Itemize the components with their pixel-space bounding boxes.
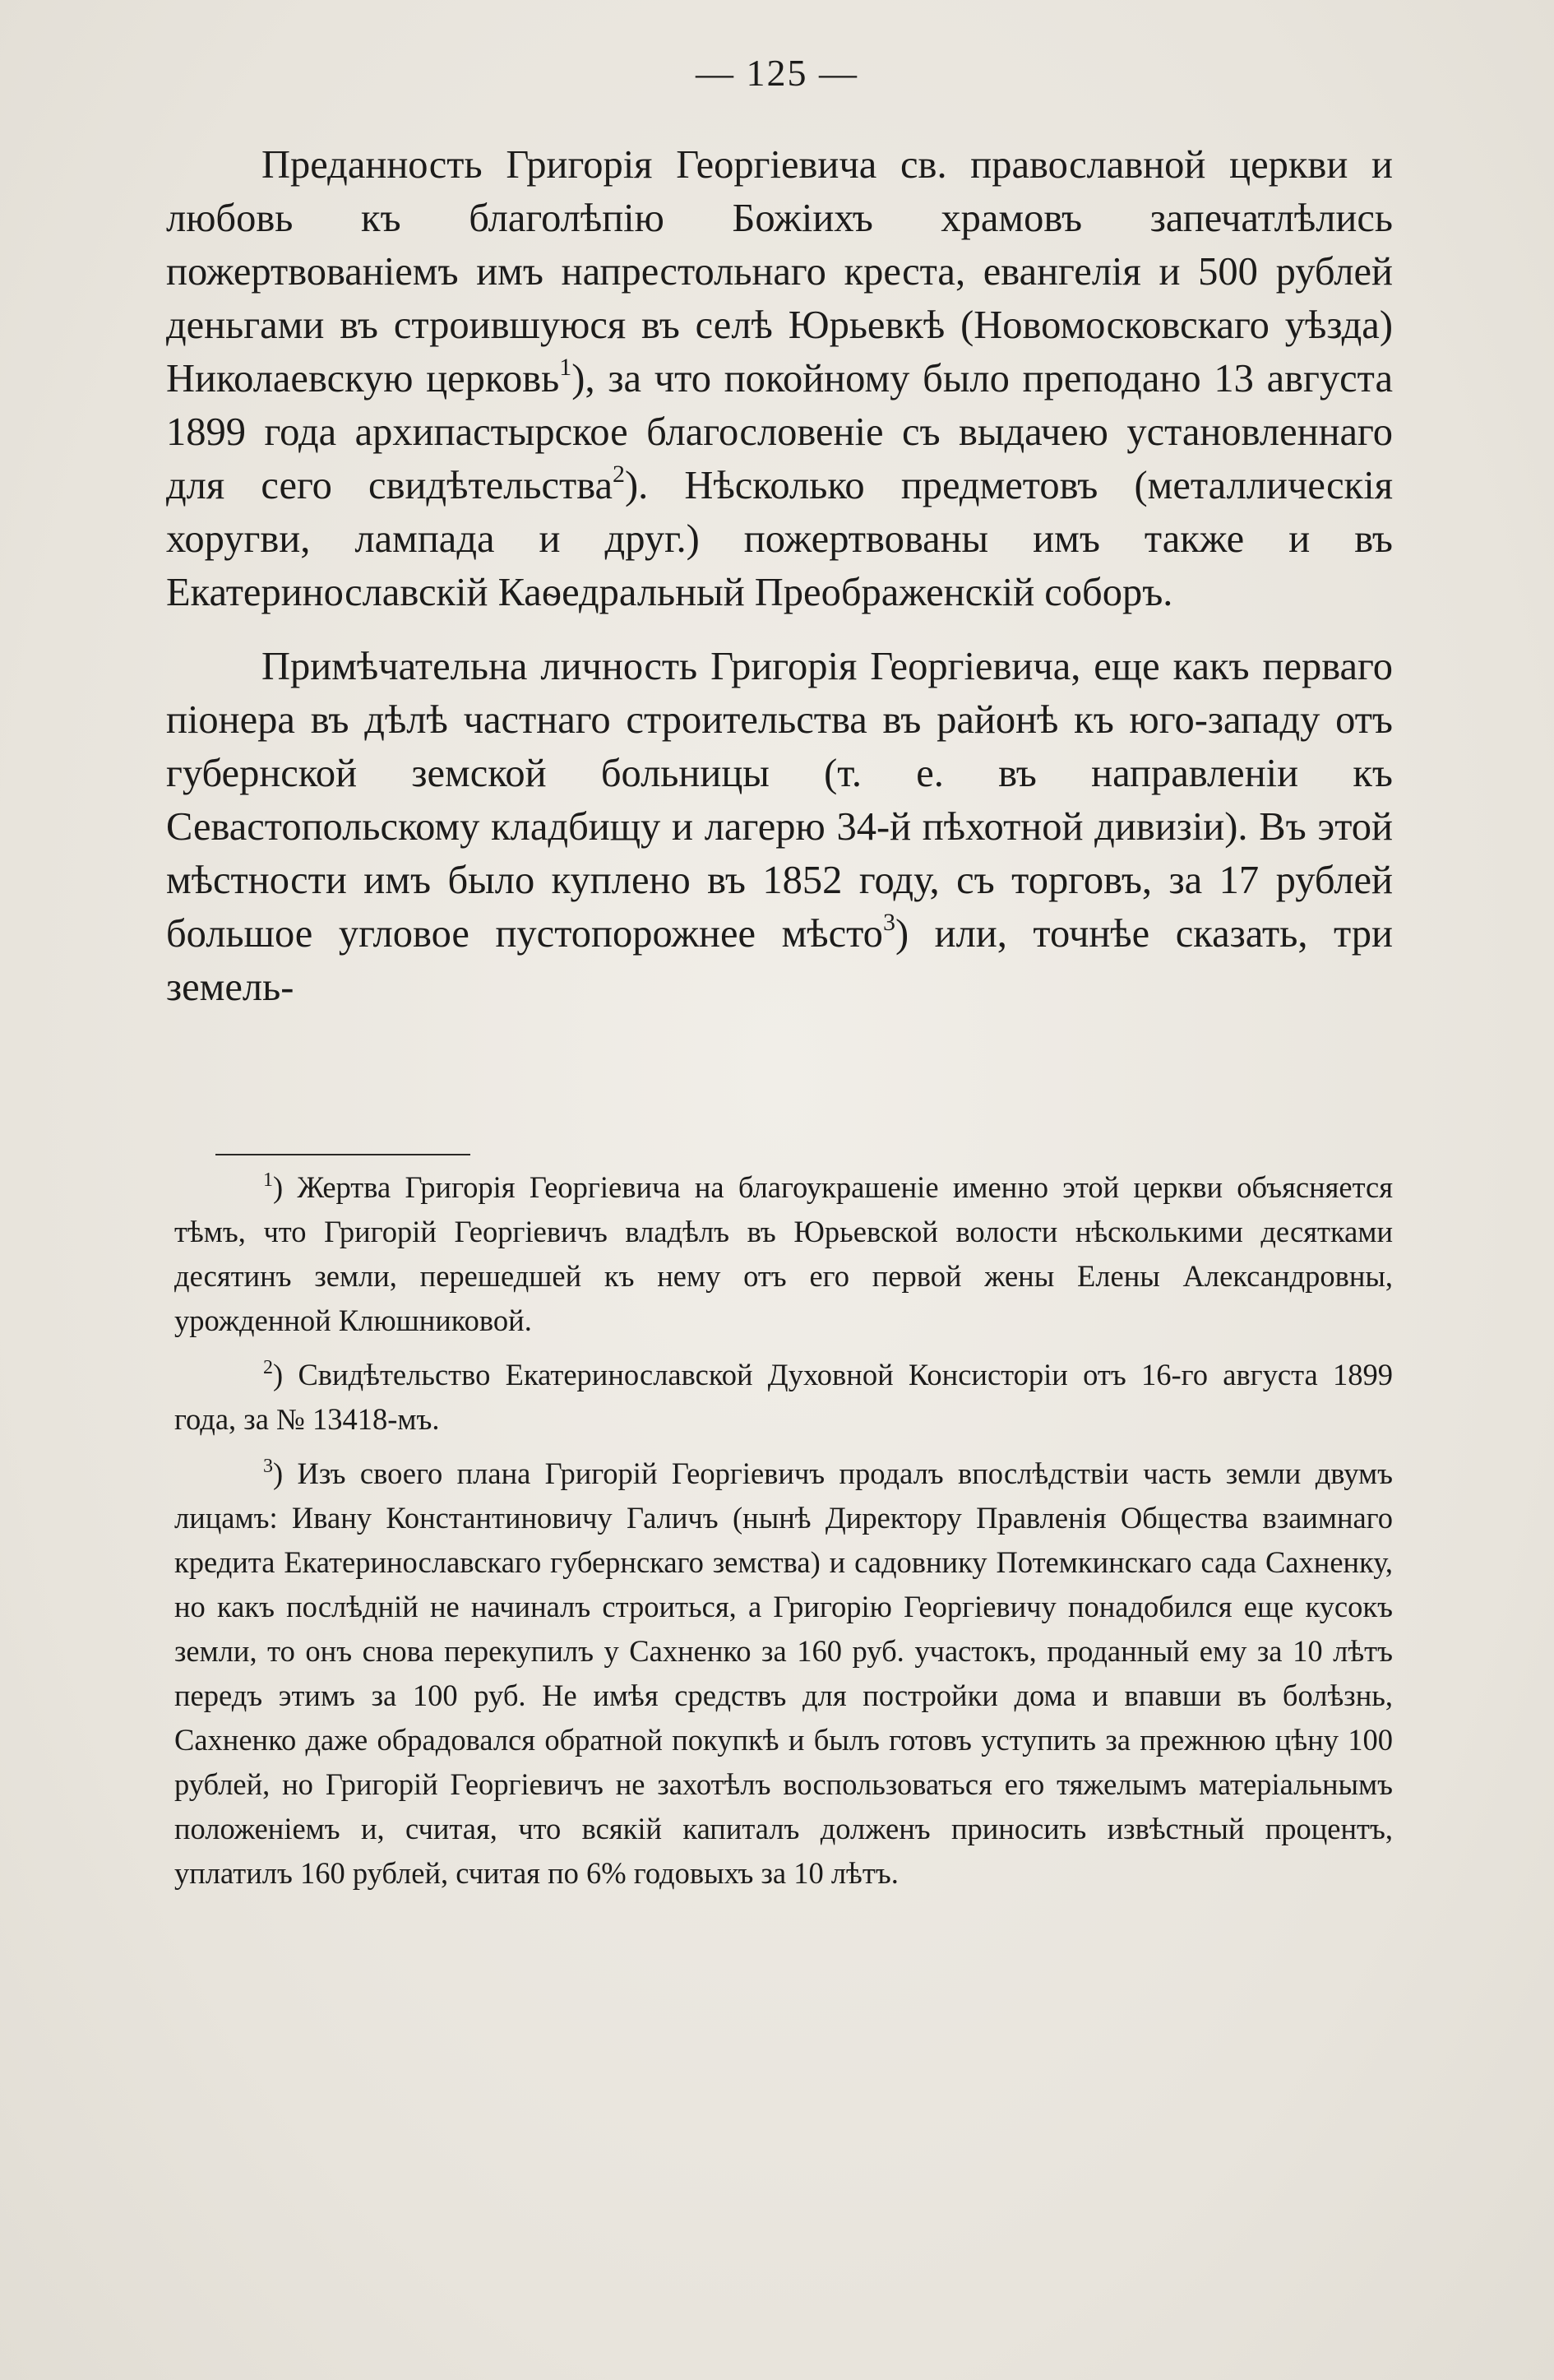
- footnote-ref-2: 2: [613, 461, 625, 488]
- paragraph-text: ) или, точнѣе сказать, три земель-: [166, 912, 1393, 1009]
- footnote-2: [174, 1353, 1393, 1442]
- footnote-marker: 3: [263, 1456, 273, 1477]
- paragraph-text: Преданность Григорія Георгіевича св. православной церкви и любовь къ благолѣпію Божіихъ храмовъ запечатлѣлись пожертвованіемъ имъ напрестольнаго креста, евангелія и 500 рублей деньгами въ строившуюся въ селѣ Юрьевкѣ (Новомосковскаго уѣзда) Николаевскую церковь: [166, 143, 1393, 401]
- footnote-1: [174, 1165, 1393, 1343]
- footnotes: [174, 1165, 1393, 1896]
- footnote-marker: 1: [263, 1169, 273, 1191]
- footnote-marker: 2: [263, 1357, 273, 1378]
- footnote-text: ) Жертва Григорія Георгіевича на благоукрашеніе именно этой церкви объясняется тѣмъ, что Григорій Георгіевичъ владѣлъ въ Юрьевской волости нѣсколькими десятками десятинъ земли, перешедшей къ нему отъ его первой жены Елены Александровны, урожденной Клюшниковой.: [174, 1170, 1393, 1337]
- paragraph-text: ). Нѣсколько предметовъ (металлическія хоругви, лампада и друг.) пожертвованы имъ также и въ Екатеринославскій Каѳедральный Преображенскій соборъ.: [166, 464, 1393, 614]
- footnote-3: [174, 1452, 1393, 1896]
- footnote-text: ) Изъ своего плана Григорій Георгіевичъ продалъ впослѣдствіи часть земли двумъ лицамъ: Ивану Константиновичу Галичъ (нынѣ Директору Правленія Общества взаимнаго кредита Екатеринославскаго губернскаго земства) и садовнику Потемкинскаго сада Сахненку, но какъ послѣдній не начиналъ строиться, а Григорію Георгіевичу понадобился еще кусокъ земли, то онъ снова перекупилъ у Сахненко за 160 руб. участокъ, проданный ему за 10 лѣтъ передъ этимъ за 100 руб. Не имѣя средствъ для постройки дома и впавши въ болѣзнь, Сахненко даже обрадовался обратной покупкѣ и былъ готовъ уступить за прежнюю цѣну 100 рублей, но Григорій Георгіевичъ не захотѣлъ воспользоваться его тяжелымъ матеріальнымъ положеніемъ и, считая, что всякій капиталъ долженъ приносить извѣстный процентъ, уплатилъ 160 рублей, считая по 6% годовыхъ за 10 лѣтъ.: [174, 1456, 1393, 1890]
- paragraph-text: ), за что покойному было преподано 13 августа 1899 года архипастырское благословеніе съ выдачею установленнаго для сего свидѣтельства: [166, 357, 1393, 507]
- footnote-ref-1: 1: [559, 354, 572, 381]
- paragraph-pioneer: [166, 640, 1393, 1014]
- main-text: [166, 138, 1393, 1014]
- footnote-text: ) Свидѣтельство Екатеринославской Духовной Консисторіи отъ 16-го августа 1899 года, за № 13418-мъ.: [174, 1358, 1393, 1436]
- footnote-ref-3: 3: [882, 909, 895, 936]
- paragraph-text: Примѣчательна личность Григорія Георгіевича, еще какъ перваго піонера въ дѣлѣ частнаго строительства въ районѣ къ юго-западу отъ губернской земской больницы (т. е. въ направленіи къ Севастопольскому кладбищу и лагерю 34-й пѣхотной дивизіи). Въ этой мѣстности имъ было куплено въ 1852 году, съ торговъ, за 17 рублей большое угловое пустопорожнее мѣсто: [166, 645, 1393, 956]
- paragraph-donation: [166, 138, 1393, 619]
- footnote-divider: [215, 1154, 470, 1155]
- page-number: — 125 —: [696, 52, 858, 94]
